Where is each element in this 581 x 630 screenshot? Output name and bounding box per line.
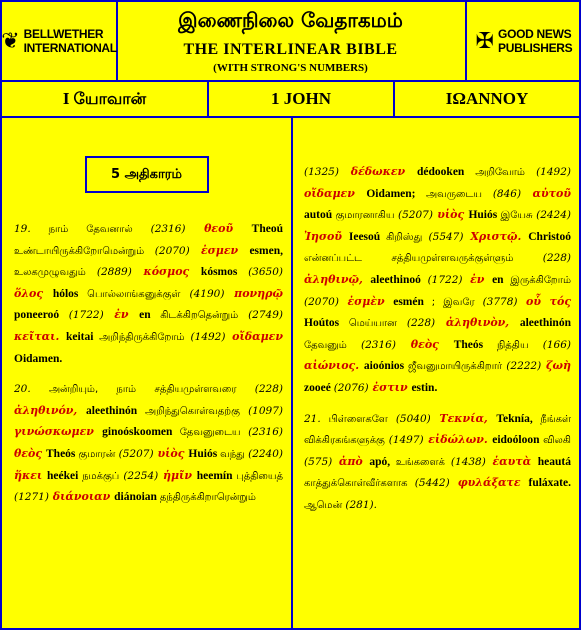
tamil-text: தந்திருக்கிறாரென்றும்	[159, 492, 256, 504]
strong-number: (3778)	[482, 295, 518, 308]
strong-number: (2316)	[150, 223, 186, 235]
strong-number: (5040)	[395, 412, 431, 425]
tamil-text: அறிவோம்	[475, 167, 537, 178]
left-logo-line1: BELLWETHER	[23, 27, 104, 41]
transliteration: Theós	[46, 447, 79, 460]
transliteration: eidoóloon	[492, 434, 544, 447]
title-english: THE INTERLINEAR BIBLE	[183, 41, 398, 58]
greek-word: Ἰησοῦ	[304, 229, 349, 243]
transliteration: Theoú	[251, 223, 283, 235]
greek-word: υἱὸς	[153, 446, 189, 460]
transliteration: heemín	[196, 469, 237, 482]
transliteration: aleethinón	[86, 404, 145, 417]
right-logo-line1: GOOD NEWS	[498, 27, 572, 41]
strong-number: (2316)	[361, 338, 396, 351]
tamil-text: நித்திய	[497, 339, 543, 351]
strong-number: (2316)	[248, 426, 283, 439]
tamil-text: தேவனுடைய	[179, 427, 249, 439]
transliteration: en	[139, 309, 161, 322]
strong-number: (1492)	[190, 330, 226, 343]
book-english: 1 JOHN	[209, 82, 395, 116]
strong-number: (2254)	[123, 469, 159, 482]
greek-word: διάνοιαν	[48, 490, 115, 504]
greek-word: πονηρῷ	[224, 286, 283, 300]
transliteration: kósmos	[200, 266, 249, 279]
tamil-text: புத்தியைத்	[236, 470, 283, 482]
strong-number: (2889)	[96, 266, 132, 279]
transliteration: Teknía,	[496, 412, 541, 425]
strong-number: (5207)	[118, 447, 154, 460]
transliteration: Oidamen.	[14, 352, 63, 365]
left-column-text	[2, 219, 291, 509]
greek-word: κόσμος	[131, 265, 201, 279]
book-tamil-number: I	[62, 89, 70, 108]
greek-word: οἴδαμεν	[225, 329, 283, 343]
transliteration: apó,	[369, 455, 396, 468]
strong-number: (166)	[542, 338, 571, 351]
tamil-text: இயேசு	[500, 210, 537, 222]
transliteration: hólos	[52, 287, 88, 300]
tamil-text: அறிந்துகொள்வதற்கு	[144, 405, 249, 417]
strong-number: (5207)	[398, 209, 433, 222]
strong-number: (1097)	[248, 404, 283, 417]
tamil-text: மெய்யான	[348, 318, 407, 330]
verse-20-continued	[304, 162, 571, 399]
strong-number: (2070)	[304, 295, 339, 308]
greek-word: τός	[549, 294, 572, 308]
strong-number: (228)	[406, 317, 436, 330]
transliteration: autoú	[304, 209, 336, 222]
greek-word: κεῖται.	[14, 329, 66, 343]
greek-word: οἴδαμεν	[304, 186, 367, 200]
greek-word: Χριστῷ.	[463, 229, 529, 243]
transliteration: fuláxate.	[528, 477, 571, 490]
tamil-text: சத்தியமுள்ளவருக்குள்ளும்	[391, 253, 543, 265]
title-block	[118, 2, 463, 80]
tamil-text: பொல்லாங்கனுக்குள்	[87, 288, 190, 300]
greek-word: Τεκνία,	[430, 411, 497, 425]
transliteration: Huiós	[188, 447, 221, 460]
greek-word: ἐν	[462, 272, 493, 286]
transliteration: keitai	[65, 330, 100, 343]
tamil-text: குமாரன்	[78, 448, 119, 460]
strong-number: (1438)	[450, 455, 486, 468]
tamil-text: தேவனும்	[304, 339, 362, 351]
transliteration: Christoó	[528, 230, 572, 243]
verse-20	[14, 379, 283, 509]
tamil-text: அவருடைய	[426, 188, 493, 200]
strong-number: (2424)	[536, 209, 572, 222]
greek-word: ἐστιν	[368, 380, 412, 394]
strong-number: 19.	[14, 223, 31, 235]
right-column	[293, 118, 579, 628]
strong-number: (2240)	[248, 447, 284, 460]
tamil-text: ஜீவனுமாயிருக்கிறார்	[407, 361, 507, 373]
good-news-logo	[465, 2, 581, 80]
right-column-text	[293, 162, 579, 517]
book-greek: IΩANNOY	[445, 89, 529, 108]
strong-number: 20.	[14, 383, 31, 396]
transliteration: Ieesoú	[348, 230, 387, 243]
greek-word: ὅλος	[14, 286, 53, 300]
greek-word: ἀπὸ	[332, 454, 370, 468]
transliteration: Oidamen;	[366, 187, 427, 200]
tamil-text: அன்றியும், நாம் சத்தியமுள்ளவரை	[30, 384, 255, 396]
transliteration: en	[492, 273, 511, 286]
tamil-text: என்னப்பட்ட	[304, 253, 392, 265]
greek-word: ἐσμεν	[189, 243, 250, 257]
strong-number: (575)	[304, 455, 333, 468]
transliteration: heautá	[537, 455, 571, 468]
subtitle: (WITH STRONG'S NUMBERS)	[213, 62, 368, 74]
tamil-text: அறிந்திருக்கிறோம்	[99, 331, 191, 343]
strong-number: (1325)	[304, 166, 339, 178]
transliteration: heékei	[47, 469, 83, 482]
transliteration: aioónios	[363, 360, 408, 373]
transliteration: dédooken	[417, 166, 476, 178]
strong-number: (1722)	[68, 309, 104, 322]
tamil-text: உண்டாயிருக்கிறோமென்றும்	[14, 245, 155, 257]
greek-word: γινώσκωμεν	[14, 425, 103, 439]
strong-number: (1492)	[536, 166, 571, 178]
strong-number: (228)	[254, 383, 283, 396]
greek-word: θεὸς	[395, 337, 454, 351]
book-bar	[2, 82, 579, 116]
greek-word: αὐτοῦ	[521, 186, 571, 200]
tamil-text: ; இவரே	[423, 296, 483, 308]
greek-word: ἥκει	[14, 468, 47, 482]
tamil-text: காத்துக்கொள்வீர்களாக	[304, 478, 415, 490]
strong-number: (5442)	[414, 477, 450, 490]
greek-word: ἡμῖν	[158, 468, 197, 482]
right-logo-line2: PUBLISHERS	[498, 41, 573, 55]
transliteration: ginoóskoomen	[102, 426, 180, 439]
bellwether-logo-icon: ❦	[1, 28, 20, 54]
strong-number: 21.	[304, 412, 321, 425]
greek-word: θεοῦ	[185, 222, 252, 235]
transliteration: esmén	[393, 295, 424, 308]
strong-number: (228)	[542, 252, 571, 265]
tamil-text: குமாரனாகிய	[335, 210, 399, 222]
strong-number: (2222)	[506, 360, 542, 373]
greek-word: υἱὸς	[432, 208, 469, 222]
transliteration: estin.	[411, 381, 438, 394]
book-tamil-name: யோவான்	[73, 88, 147, 108]
left-column	[2, 118, 293, 628]
greek-word: δέδωκεν	[338, 165, 418, 178]
transliteration: esmen,	[249, 244, 283, 257]
greek-word: οὗ	[517, 294, 550, 308]
strong-number: (281).	[345, 498, 377, 511]
transliteration: aleethinoó	[370, 273, 428, 286]
greek-word: ἀληθινῷ,	[304, 272, 371, 286]
tamil-text: நீங்கள் விக்கிரகங்களுக்கு	[304, 413, 571, 447]
bellwether-logo	[2, 2, 118, 80]
tamil-text: இருக்கிறோம்	[510, 274, 571, 286]
strong-number: (846)	[492, 187, 522, 200]
tamil-text: பிள்ளைகளே	[320, 413, 396, 425]
good-news-logo-icon: ✠	[475, 28, 495, 54]
strong-number: (1722)	[427, 273, 463, 286]
strong-number: (1497)	[388, 434, 424, 447]
tamil-text: ஆமென்	[304, 499, 346, 511]
strong-number: (4190)	[189, 287, 225, 300]
transliteration: Huiós	[468, 209, 501, 222]
transliteration: aleethinón	[519, 317, 571, 330]
greek-word: ἐσμὲν	[338, 294, 394, 308]
transliteration: Hoútos	[304, 317, 349, 330]
chapter-label: 5 அதிகாரம்	[85, 156, 209, 193]
book-tamil	[2, 82, 209, 116]
verse-21	[304, 409, 571, 517]
strong-number: (1271)	[14, 491, 49, 504]
header	[2, 2, 579, 80]
strong-number: (5547)	[428, 230, 464, 243]
tamil-text: உங்களைக்	[395, 456, 451, 468]
strong-number: (3650)	[248, 266, 283, 279]
tamil-text: உலகமுழுவதும்	[14, 267, 97, 279]
greek-word: εἰδώλων.	[423, 433, 493, 447]
greek-word: ἀληθινὸν,	[435, 316, 520, 330]
greek-word: ἐν	[103, 308, 140, 322]
verse-19	[14, 219, 283, 369]
greek-word: ἑαυτὰ	[485, 454, 538, 468]
tamil-text: கிடக்கிறதென்றும்	[160, 310, 249, 322]
strong-number: (2749)	[248, 309, 283, 322]
transliteration: Theós	[453, 338, 497, 351]
transliteration: zooeé	[304, 381, 334, 394]
tamil-text: வந்து	[220, 448, 249, 460]
tamil-text: நமக்குப்	[82, 470, 124, 482]
transliteration: poneeroó	[14, 309, 69, 322]
greek-word: ἀληθινόν,	[14, 403, 87, 417]
transliteration: diánoian	[114, 491, 160, 504]
strong-number: (2070)	[154, 244, 190, 257]
strong-number: (2076)	[333, 381, 369, 394]
title-tamil: இணைநிலை வேதாகமம்	[178, 8, 403, 32]
greek-word: αἰώνιος.	[304, 359, 364, 373]
tamil-text: நாம் தேவனால்	[30, 224, 151, 235]
greek-word: φυλάξατε	[449, 476, 529, 490]
left-logo-line2: INTERNATIONAL	[23, 41, 117, 55]
greek-word: θεὸς	[14, 446, 46, 460]
tamil-text: கிறிஸ்து	[386, 231, 429, 243]
greek-word: ζωὴ	[541, 359, 571, 373]
tamil-text: விலகி	[543, 435, 571, 447]
